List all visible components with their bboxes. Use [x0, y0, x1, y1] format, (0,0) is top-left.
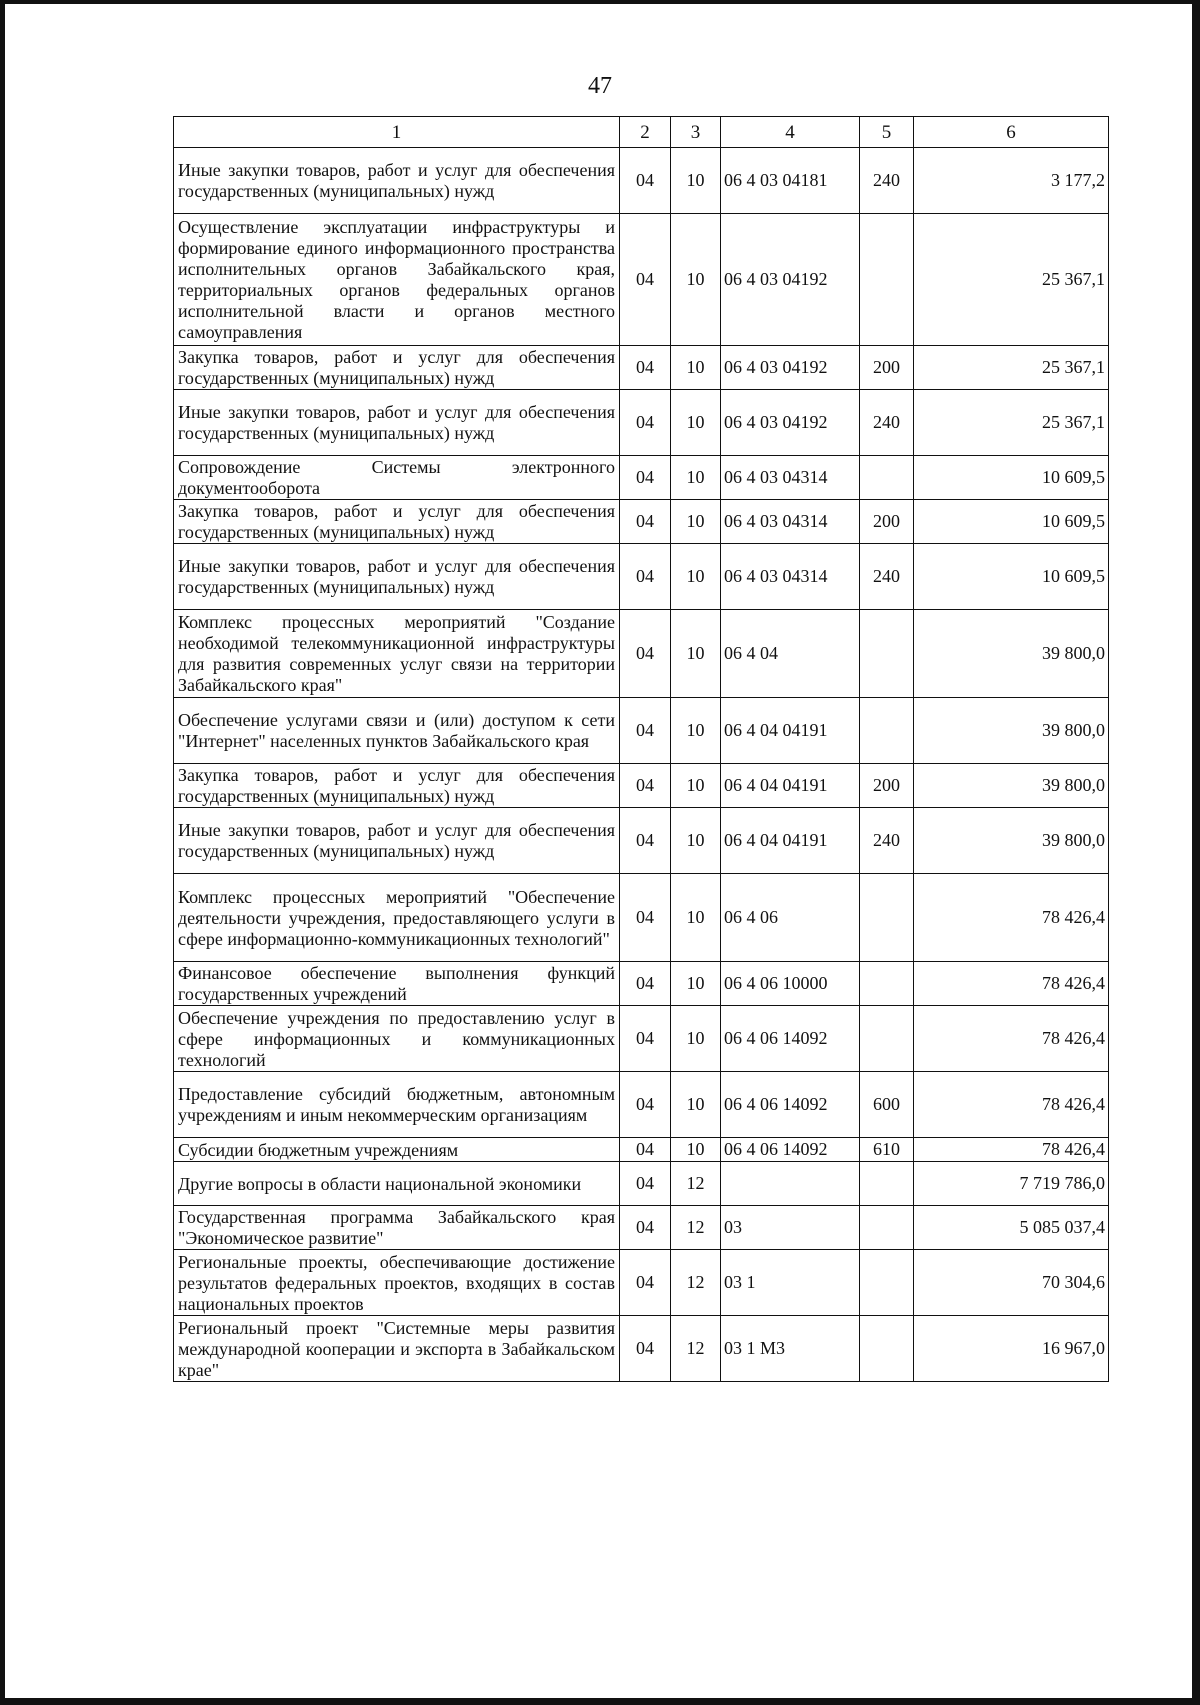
row-section-cell: 04 — [620, 962, 671, 1006]
row-target-article-cell: 06 4 03 04314 — [721, 456, 860, 500]
row-expense-type-cell — [860, 1250, 914, 1316]
row-expense-type-cell: 200 — [860, 500, 914, 544]
row-section-cell: 04 — [620, 874, 671, 962]
row-target-article-cell: 06 4 06 10000 — [721, 962, 860, 1006]
table-row — [174, 1006, 1109, 1072]
row-expense-type-cell — [860, 456, 914, 500]
row-name-cell: Обеспечение учреждения по предоставлению услуг в сфере информационных и коммуникационных технологий — [174, 1006, 620, 1072]
row-subsection-cell: 10 — [671, 962, 721, 1006]
budget-table — [173, 116, 1109, 1382]
row-subsection-cell: 10 — [671, 346, 721, 390]
row-section-cell: 04 — [620, 390, 671, 456]
row-subsection-cell: 10 — [671, 500, 721, 544]
row-subsection-cell: 10 — [671, 808, 721, 874]
row-subsection-cell: 12 — [671, 1250, 721, 1316]
row-target-article-cell: 03 — [721, 1206, 860, 1250]
row-target-article-cell: 06 4 03 04181 — [721, 148, 860, 214]
scan-border-left — [0, 0, 5, 1705]
row-amount-cell: 78 426,4 — [914, 1006, 1109, 1072]
row-section-cell: 04 — [620, 544, 671, 610]
row-subsection-cell: 10 — [671, 214, 721, 346]
row-name-cell: Финансовое обеспечение выполнения функций государственных учреждений — [174, 962, 620, 1006]
row-target-article-cell: 06 4 03 04314 — [721, 500, 860, 544]
row-name-cell: Осуществление эксплуатации инфраструктуры и формирование единого информационного пространства исполнительных органов Забайкальского края, территориальных органов федеральных органов исполнительной власти и органов местного самоуправления — [174, 214, 620, 346]
row-amount-cell: 3 177,2 — [914, 148, 1109, 214]
scan-border-top — [0, 0, 1200, 4]
row-section-cell: 04 — [620, 1006, 671, 1072]
row-subsection-cell: 10 — [671, 1072, 721, 1138]
row-expense-type-cell — [860, 698, 914, 764]
table-row — [174, 544, 1109, 610]
table-row — [174, 346, 1109, 390]
row-subsection-cell: 10 — [671, 390, 721, 456]
row-subsection-cell: 10 — [671, 544, 721, 610]
row-subsection-cell: 10 — [671, 1138, 721, 1162]
row-name-cell: Иные закупки товаров, работ и услуг для обеспечения государственных (муниципальных) нужд — [174, 148, 620, 214]
row-expense-type-cell — [860, 214, 914, 346]
row-name-cell: Сопровождение Системы электронного документооборота — [174, 456, 620, 500]
row-expense-type-cell — [860, 1206, 914, 1250]
row-amount-cell: 10 609,5 — [914, 456, 1109, 500]
row-name-cell: Иные закупки товаров, работ и услуг для обеспечения государственных (муниципальных) нужд — [174, 390, 620, 456]
row-section-cell: 04 — [620, 1138, 671, 1162]
header-cell-rz: 2 — [620, 117, 671, 148]
table-row — [174, 500, 1109, 544]
table-header-row — [174, 117, 1109, 148]
row-amount-cell: 10 609,5 — [914, 500, 1109, 544]
scan-border-right — [1192, 0, 1200, 1705]
row-name-cell: Закупка товаров, работ и услуг для обеспечения государственных (муниципальных) нужд — [174, 764, 620, 808]
row-amount-cell: 25 367,1 — [914, 214, 1109, 346]
row-amount-cell: 7 719 786,0 — [914, 1162, 1109, 1206]
row-section-cell: 04 — [620, 500, 671, 544]
row-expense-type-cell: 200 — [860, 346, 914, 390]
page-number: 47 — [588, 73, 612, 99]
table-row — [174, 962, 1109, 1006]
table-row — [174, 764, 1109, 808]
row-expense-type-cell: 240 — [860, 148, 914, 214]
row-section-cell: 04 — [620, 698, 671, 764]
row-amount-cell: 16 967,0 — [914, 1316, 1109, 1382]
row-name-cell: Иные закупки товаров, работ и услуг для обеспечения государственных (муниципальных) нужд — [174, 808, 620, 874]
row-amount-cell: 5 085 037,4 — [914, 1206, 1109, 1250]
row-subsection-cell: 10 — [671, 456, 721, 500]
row-target-article-cell: 06 4 06 14092 — [721, 1006, 860, 1072]
row-amount-cell: 39 800,0 — [914, 698, 1109, 764]
row-target-article-cell — [721, 1162, 860, 1206]
row-expense-type-cell: 600 — [860, 1072, 914, 1138]
row-amount-cell: 78 426,4 — [914, 1072, 1109, 1138]
row-name-cell: Региональные проекты, обеспечивающие достижение результатов федеральных проектов, входящих в состав национальных проектов — [174, 1250, 620, 1316]
table-row — [174, 1206, 1109, 1250]
row-name-cell: Комплекс процессных мероприятий "Создание необходимой телекоммуникационной инфраструктуры для развития современных услуг связи на территории Забайкальского края" — [174, 610, 620, 698]
scan-border-bottom — [0, 1698, 1200, 1705]
row-subsection-cell: 10 — [671, 764, 721, 808]
row-amount-cell: 70 304,6 — [914, 1250, 1109, 1316]
row-expense-type-cell — [860, 1006, 914, 1072]
row-section-cell: 04 — [620, 764, 671, 808]
row-expense-type-cell — [860, 610, 914, 698]
row-target-article-cell: 06 4 04 04191 — [721, 764, 860, 808]
row-target-article-cell: 06 4 03 04314 — [721, 544, 860, 610]
row-target-article-cell: 06 4 06 14092 — [721, 1072, 860, 1138]
row-expense-type-cell: 240 — [860, 390, 914, 456]
row-subsection-cell: 10 — [671, 1006, 721, 1072]
row-subsection-cell: 10 — [671, 610, 721, 698]
row-target-article-cell: 06 4 04 04191 — [721, 808, 860, 874]
row-amount-cell: 39 800,0 — [914, 808, 1109, 874]
row-target-article-cell: 06 4 03 04192 — [721, 214, 860, 346]
table-row — [174, 698, 1109, 764]
row-target-article-cell: 06 4 06 14092 — [721, 1138, 860, 1162]
row-section-cell: 04 — [620, 456, 671, 500]
table-row — [174, 1316, 1109, 1382]
row-section-cell: 04 — [620, 148, 671, 214]
header-cell-csr: 4 — [721, 117, 860, 148]
row-expense-type-cell — [860, 962, 914, 1006]
row-subsection-cell: 10 — [671, 698, 721, 764]
row-expense-type-cell: 240 — [860, 808, 914, 874]
row-expense-type-cell: 610 — [860, 1138, 914, 1162]
table-row — [174, 148, 1109, 214]
row-section-cell: 04 — [620, 808, 671, 874]
row-amount-cell: 78 426,4 — [914, 1138, 1109, 1162]
table-row — [174, 808, 1109, 874]
row-expense-type-cell: 200 — [860, 764, 914, 808]
row-expense-type-cell — [860, 1316, 914, 1382]
row-section-cell: 04 — [620, 214, 671, 346]
table-row — [174, 1162, 1109, 1206]
row-name-cell: Закупка товаров, работ и услуг для обеспечения государственных (муниципальных) нужд — [174, 500, 620, 544]
header-cell-pr: 3 — [671, 117, 721, 148]
row-target-article-cell: 06 4 04 04191 — [721, 698, 860, 764]
row-name-cell: Закупка товаров, работ и услуг для обеспечения государственных (муниципальных) нужд — [174, 346, 620, 390]
row-name-cell: Субсидии бюджетным учреждениям — [174, 1138, 620, 1162]
row-amount-cell: 25 367,1 — [914, 390, 1109, 456]
row-subsection-cell: 10 — [671, 874, 721, 962]
row-target-article-cell: 06 4 04 — [721, 610, 860, 698]
row-target-article-cell: 06 4 03 04192 — [721, 346, 860, 390]
table-row — [174, 214, 1109, 346]
row-amount-cell: 39 800,0 — [914, 764, 1109, 808]
row-section-cell: 04 — [620, 610, 671, 698]
table-row — [174, 1072, 1109, 1138]
row-amount-cell: 10 609,5 — [914, 544, 1109, 610]
row-subsection-cell: 12 — [671, 1316, 721, 1382]
table-row — [174, 456, 1109, 500]
row-target-article-cell: 06 4 03 04192 — [721, 390, 860, 456]
row-amount-cell: 78 426,4 — [914, 874, 1109, 962]
table-row — [174, 610, 1109, 698]
row-target-article-cell: 03 1 — [721, 1250, 860, 1316]
row-name-cell: Предоставление субсидий бюджетным, автономным учреждениям и иным некоммерческим организациям — [174, 1072, 620, 1138]
table-row — [174, 1250, 1109, 1316]
row-subsection-cell: 12 — [671, 1206, 721, 1250]
row-expense-type-cell — [860, 874, 914, 962]
header-cell-sum: 6 — [914, 117, 1109, 148]
row-name-cell: Иные закупки товаров, работ и услуг для обеспечения государственных (муниципальных) нужд — [174, 544, 620, 610]
row-section-cell: 04 — [620, 1250, 671, 1316]
row-amount-cell: 39 800,0 — [914, 610, 1109, 698]
row-name-cell: Обеспечение услугами связи и (или) доступом к сети "Интернет" населенных пунктов Забайкальского края — [174, 698, 620, 764]
header-cell-vr: 5 — [860, 117, 914, 148]
row-amount-cell: 25 367,1 — [914, 346, 1109, 390]
row-target-article-cell: 06 4 06 — [721, 874, 860, 962]
row-amount-cell: 78 426,4 — [914, 962, 1109, 1006]
row-name-cell: Государственная программа Забайкальского края "Экономическое развитие" — [174, 1206, 620, 1250]
row-target-article-cell: 03 1 М3 — [721, 1316, 860, 1382]
row-expense-type-cell — [860, 1162, 914, 1206]
row-name-cell: Другие вопросы в области национальной экономики — [174, 1162, 620, 1206]
row-section-cell: 04 — [620, 346, 671, 390]
row-section-cell: 04 — [620, 1162, 671, 1206]
table-row — [174, 874, 1109, 962]
table-row — [174, 390, 1109, 456]
row-subsection-cell: 12 — [671, 1162, 721, 1206]
table-row — [174, 1138, 1109, 1162]
row-section-cell: 04 — [620, 1206, 671, 1250]
row-expense-type-cell: 240 — [860, 544, 914, 610]
table-body — [174, 148, 1109, 1382]
row-name-cell: Региональный проект "Системные меры развития международной кооперации и экспорта в Забайкальском крае" — [174, 1316, 620, 1382]
row-subsection-cell: 10 — [671, 148, 721, 214]
row-section-cell: 04 — [620, 1316, 671, 1382]
row-section-cell: 04 — [620, 1072, 671, 1138]
header-cell-name: 1 — [174, 117, 620, 148]
row-name-cell: Комплекс процессных мероприятий "Обеспечение деятельности учреждения, предоставляющего услуги в сфере информационно-коммуникационных технологий" — [174, 874, 620, 962]
